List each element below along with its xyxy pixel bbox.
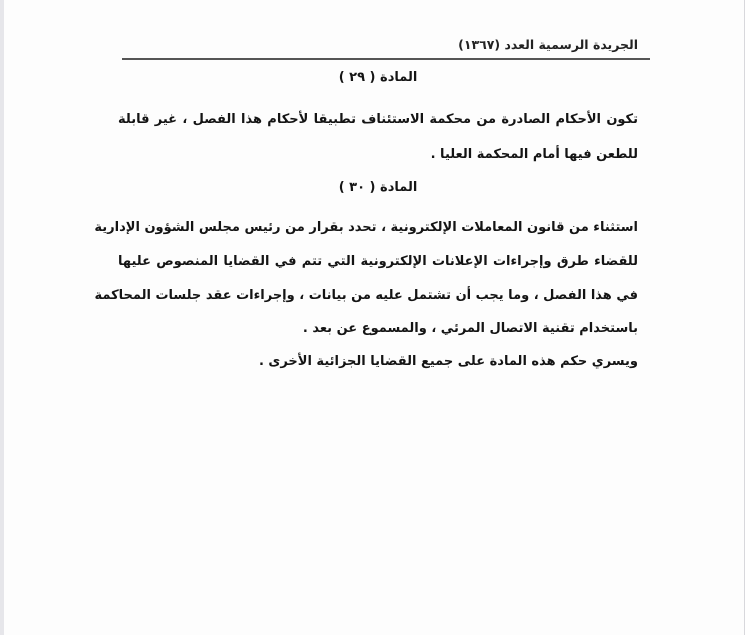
header-rule <box>122 58 650 60</box>
article-30-line-2: للقضاء طرق وإجراءات الإعلانات الإلكترونية التي تتم في القضايا المنصوص عليها <box>118 254 638 269</box>
running-header: الجريدة الرسمية العدد (١٣٦٧) <box>458 37 638 52</box>
article-29-title: المادة ( ٢٩ ) <box>338 70 418 85</box>
article-29-line-1: تكون الأحكام الصادرة من محكمة الاستئناف تطبيقا لأحكام هذا الفصل ، غير قابلة <box>118 112 638 127</box>
article-30-line-3: في هذا الفصل ، وما يجب أن تشتمل عليه من بيانات ، وإجراءات عقد جلسات المحاكمة <box>94 288 638 303</box>
article-30-line-4: باستخدام تقنية الاتصال المرئي ، والمسموع عن بعد . <box>302 321 638 336</box>
article-29-line-2: للطعن فيها أمام المحكمة العليا . <box>430 147 638 162</box>
article-30-line-1: استثناء من قانون المعاملات الإلكترونية ، تحدد بقرار من رئيس مجلس الشؤون الإدارية <box>94 220 638 235</box>
article-30-title: المادة ( ٣٠ ) <box>338 180 418 195</box>
article-30-line-5: ويسري حكم هذه المادة على جميع القضايا الجزائية الأخرى . <box>258 354 638 369</box>
viewer-left-edge <box>0 0 4 635</box>
document-page <box>94 0 638 635</box>
